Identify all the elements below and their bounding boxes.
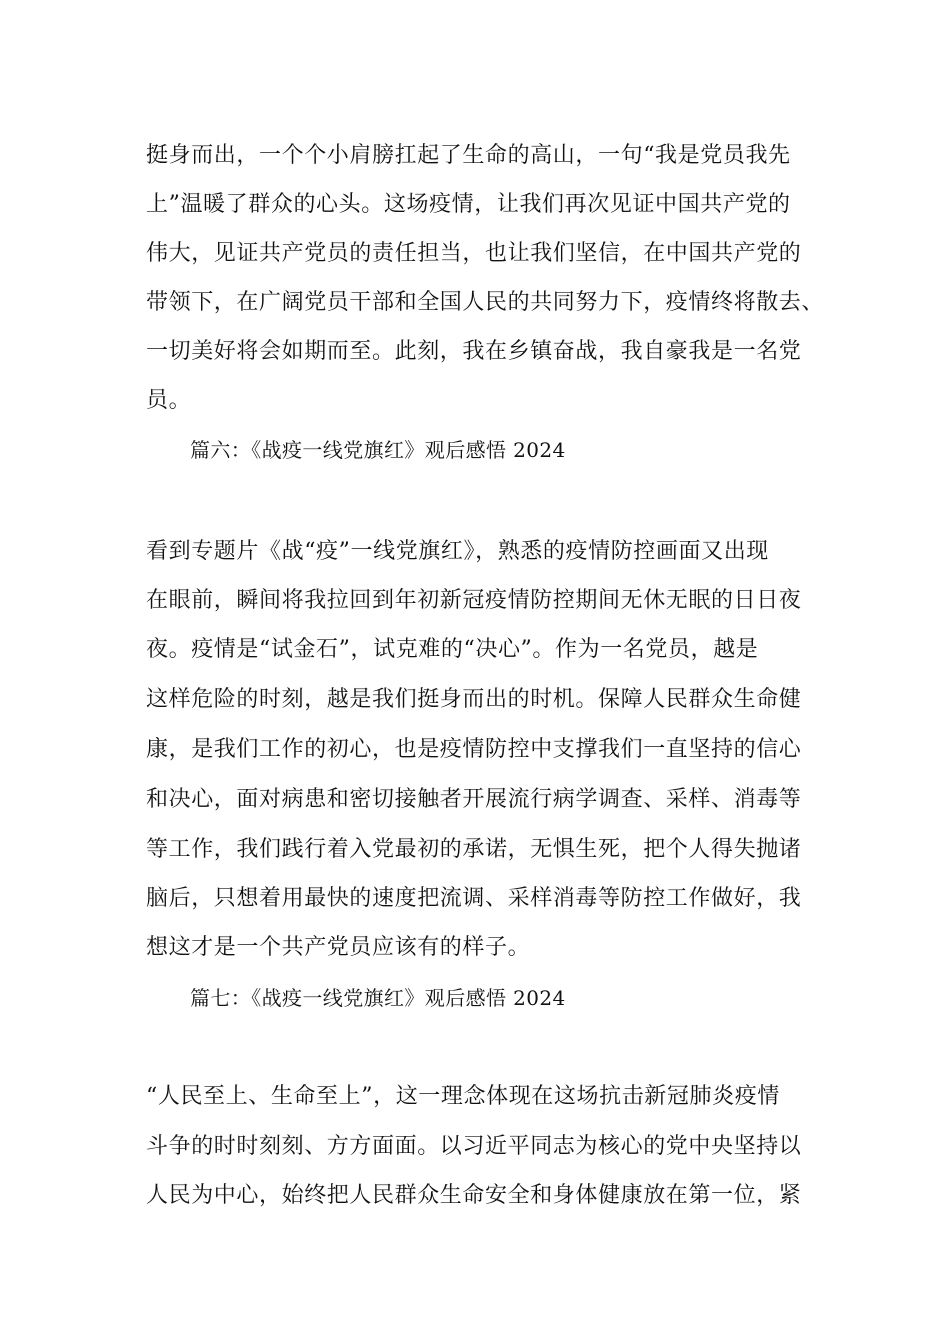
paragraph-line: 挺身而出，一个个小肩膀扛起了生命的高山，一句“我是党员我先 [146,143,791,168]
paragraph-line: 和决心，面对病患和密切接触者开展流行病学调查、采样、消毒等 [146,787,802,812]
paragraph-line: 脑后，只想着用最快的速度把流调、采样消毒等防控工作做好，我 [146,886,802,911]
paragraph-line: 看到专题片《战“疫”一线党旗红》，熟悉的疫情防控画面又出现 [146,539,769,564]
paragraph-line: 康，是我们工作的初心，也是疫情防控中支撑我们一直坚持的信心 [146,737,802,762]
paragraph-line: 等工作，我们践行着入党最初的承诺，无惧生死，把个人得失抛诸 [146,837,802,862]
paragraph-line: 一切美好将会如期而至。此刻，我在乡镇奋战，我自豪我是一名党 [146,339,802,364]
paragraph-line: 伟大，见证共产党员的责任担当，也让我们坚信，在中国共产党的 [146,241,802,266]
paragraph-line: 想这才是一个共产党员应该有的样子。 [146,935,531,960]
paragraph-line: 人民为中心，始终把人民群众生命安全和身体健康放在第一位，紧 [146,1183,802,1208]
paragraph-line: 员。 [146,388,192,413]
paragraph-line: 这样危险的时刻，越是我们挺身而出的时机。保障人民群众生命健 [146,687,802,712]
paragraph-line: 斗争的时时刻刻、方方面面。以习近平同志为核心的党中央坚持以 [146,1134,802,1159]
paragraph-line: 夜。疫情是“试金石”，试克难的“决心”。作为一名党员，越是 [146,637,759,662]
paragraph-line: 在眼前，瞬间将我拉回到年初新冠疫情防控期间无休无眠的日日夜 [146,588,802,613]
section-heading: 篇七：《战疫一线党旗红》观后感悟 2024 [190,986,566,1010]
section-heading: 篇六：《战疫一线党旗红》观后感悟 2024 [190,438,566,462]
paragraph-line: “人民至上、生命至上”，这一理念体现在这场抗击新冠肺炎疫情 [146,1084,780,1109]
paragraph-line: 带领下，在广阔党员干部和全国人民的共同努力下，疫情终将散去、 [146,290,825,315]
paragraph-line: 上”温暖了群众的心头。这场疫情，让我们再次见证中国共产党的 [146,192,791,217]
